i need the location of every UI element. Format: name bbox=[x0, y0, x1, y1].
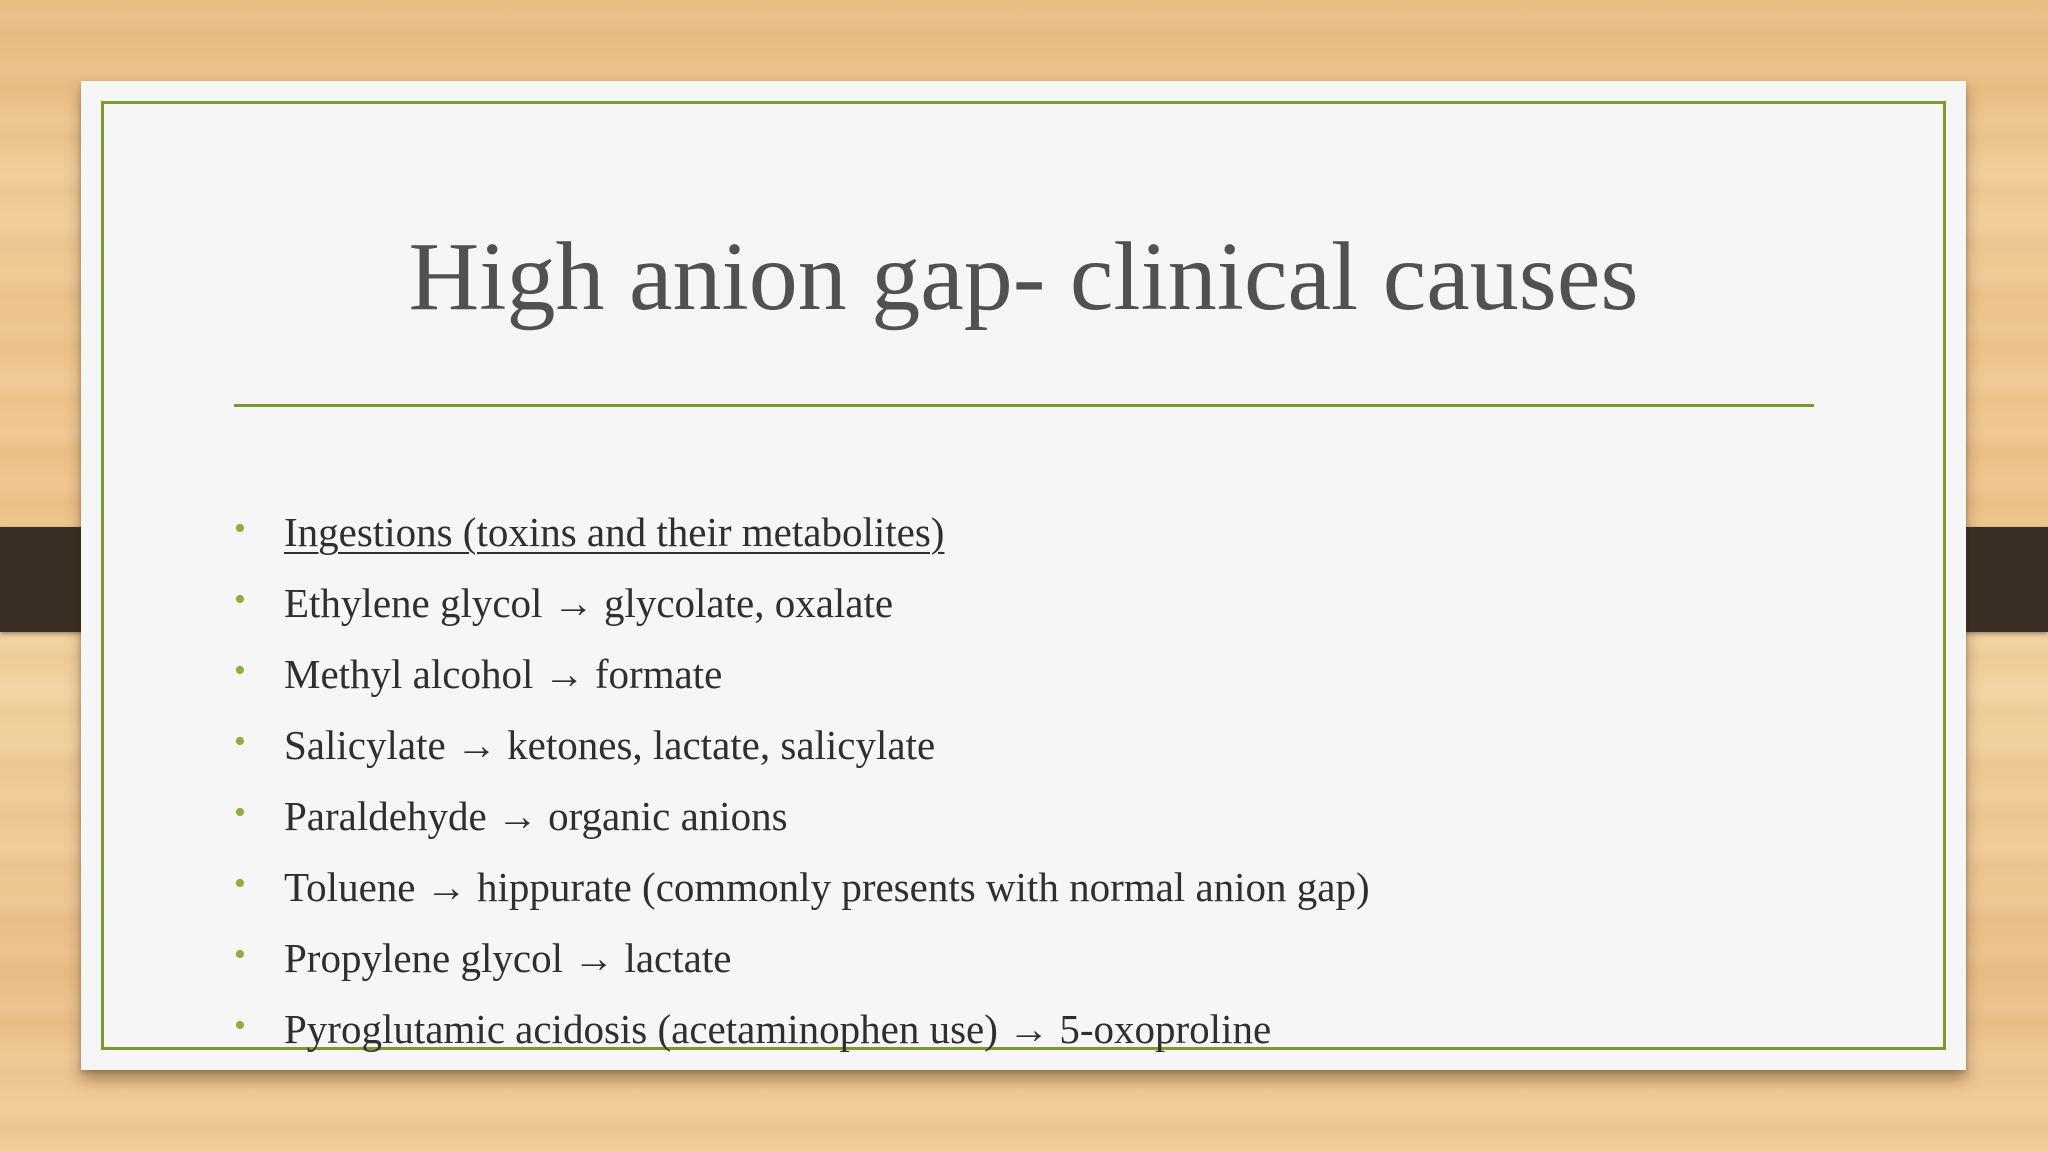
bullet-list bbox=[234, 497, 1370, 1065]
bullet-item bbox=[234, 497, 1370, 568]
title-divider bbox=[234, 404, 1814, 407]
bullet-dot-icon: • bbox=[234, 723, 246, 760]
slide-title: High anion gap- clinical causes bbox=[408, 223, 1639, 331]
bullet-item bbox=[234, 639, 1370, 710]
bullet-item bbox=[234, 781, 1370, 852]
bullet-text: Methyl alcohol → formate bbox=[284, 651, 723, 697]
bullet-dot-icon: • bbox=[234, 936, 246, 973]
bullet-text: Pyroglutamic acidosis (acetaminophen use) → 5-oxoproline bbox=[284, 1006, 1272, 1052]
bullet-dot-icon: • bbox=[234, 794, 246, 831]
bullet-dot-icon: • bbox=[234, 1007, 246, 1044]
bullet-text: Paraldehyde → organic anions bbox=[284, 793, 788, 839]
bullet-text: Ingestions (toxins and their metabolites) bbox=[284, 509, 945, 555]
bullet-dot-icon: • bbox=[234, 652, 246, 689]
bullet-item bbox=[234, 923, 1370, 994]
bullet-item bbox=[234, 852, 1370, 923]
bullet-dot-icon: • bbox=[234, 510, 246, 547]
bullet-text: Salicylate → ketones, lactate, salicylate bbox=[284, 722, 936, 768]
bullet-item bbox=[234, 568, 1370, 639]
bullet-dot-icon: • bbox=[234, 581, 246, 618]
bullet-item bbox=[234, 710, 1370, 781]
bullet-item bbox=[234, 994, 1370, 1065]
bullet-dot-icon: • bbox=[234, 865, 246, 902]
slide bbox=[81, 81, 1966, 1070]
bullet-text: Toluene → hippurate (commonly presents with normal anion gap) bbox=[284, 864, 1370, 910]
bullet-text: Ethylene glycol → glycolate, oxalate bbox=[284, 580, 894, 626]
bullet-text: Propylene glycol → lactate bbox=[284, 935, 732, 981]
